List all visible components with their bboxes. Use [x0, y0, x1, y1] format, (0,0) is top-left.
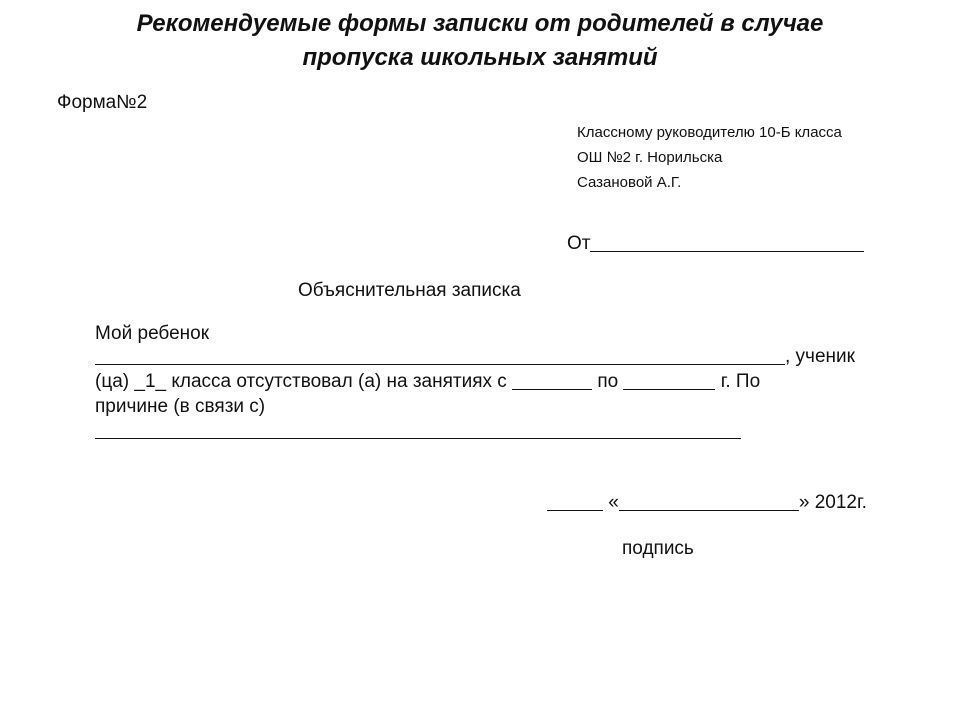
student-name-blank[interactable] [95, 346, 785, 365]
date-to-label: по [597, 371, 619, 392]
month-blank[interactable] [619, 492, 799, 511]
student-suffix: , ученик [785, 346, 855, 367]
grade-prefix: (ца) _ [95, 371, 145, 392]
date-from-blank[interactable] [512, 373, 592, 390]
from-label: От [567, 233, 591, 254]
sender-line [567, 233, 864, 255]
document-heading-line-2: пропуска школьных занятий [302, 44, 658, 71]
student-name-row [95, 346, 855, 368]
date-to-blank[interactable] [623, 373, 715, 390]
grade-suffix: _ класса отсутствовал (а) на занятиях с [155, 371, 507, 392]
grade-value: 1 [144, 371, 156, 392]
document-heading-line-1: Рекомендуемые формы записки от родителей в случае [136, 10, 824, 37]
reason-label: причине (в связи с) [95, 396, 266, 417]
year-value: 2012г. [814, 492, 867, 513]
sender-name-blank[interactable] [590, 233, 864, 252]
absence-dates-row [95, 371, 760, 393]
explanatory-note-title: Объяснительная записка [298, 280, 521, 301]
date-signature-row [547, 492, 867, 514]
addressee-block [577, 120, 842, 195]
addressee-line-3: Сазановой А.Г. [577, 174, 682, 191]
day-blank[interactable] [547, 492, 603, 511]
reason-blank[interactable] [95, 438, 741, 439]
city-abbreviation: г. По [720, 371, 761, 392]
signature-label: подпись [622, 538, 694, 559]
intro-text: Мой ребенок [95, 323, 210, 344]
addressee-line-2: ОШ №2 г. Норильска [577, 149, 723, 166]
addressee-line-1: Классному руководителю 10-Б класса [577, 124, 842, 141]
quote-open: « [608, 492, 619, 513]
quote-close: » [798, 492, 810, 513]
form-number-label: Форма№2 [57, 92, 148, 113]
